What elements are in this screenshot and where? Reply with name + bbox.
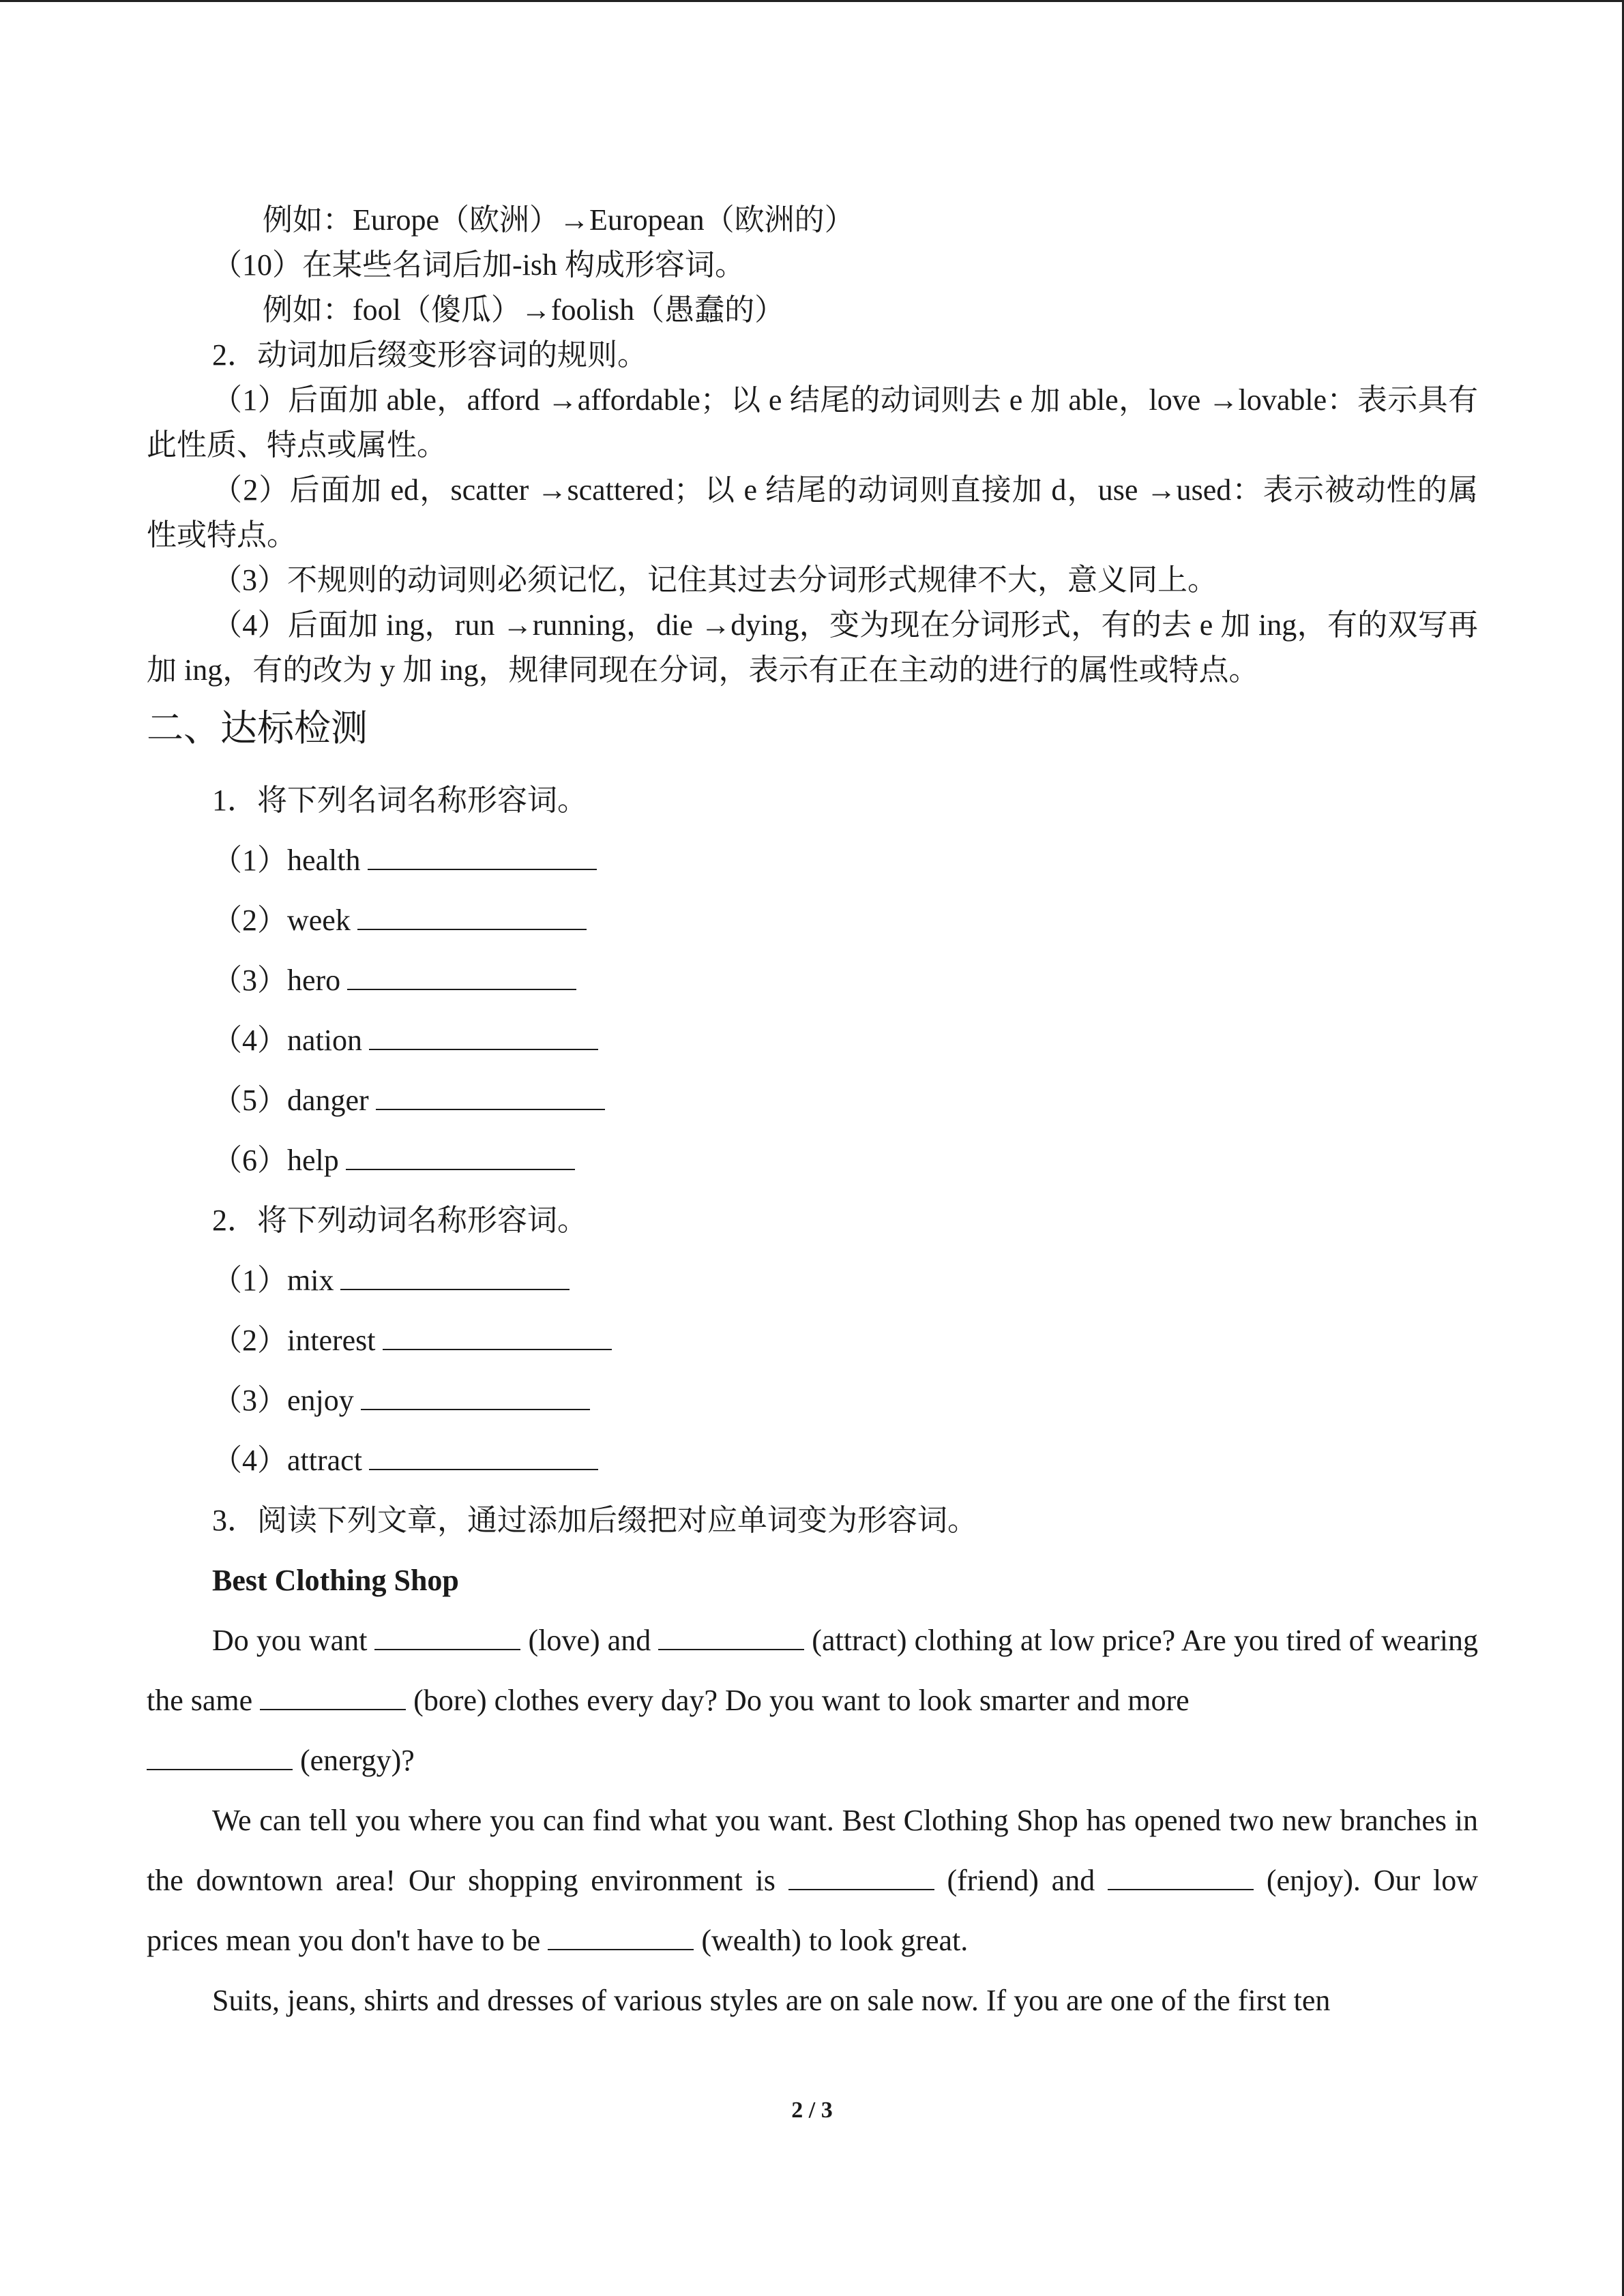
verb-rule-irregular: （3）不规则的动词则必须记忆，记住其过去分词形式规律不大，意义同上。: [212, 563, 1217, 597]
task1-item-1-label: （1）health: [212, 844, 361, 877]
task1-item-5-label: （5）danger: [212, 1084, 369, 1117]
task1-item-2-label: （2）week: [212, 904, 351, 937]
essay-blank: [1108, 1862, 1254, 1890]
task2-item-4: [147, 1431, 1478, 1491]
section-heading-test: 二、达标检测: [147, 708, 368, 749]
verb-rule-ing: （4）后面加 ing，run →running，die →dying，变为现在分词形式，有的去 e 加 ing，有的双写再加 ing，有的改为 y 加 ing，规律同现在分词，表示有正在主动的进行的属性或特点。: [147, 608, 1478, 687]
essay-paragraph-1: [147, 1611, 1478, 1791]
task2-item-2: [147, 1311, 1478, 1371]
task2-item-1: [147, 1251, 1478, 1311]
task3-title: 3．阅读下列文章，通过添加后缀把对应单词变为形容词。: [212, 1504, 977, 1537]
task2-item-3-label: （3）enjoy: [212, 1384, 354, 1417]
task2-item-4-label: （4）attract: [212, 1444, 362, 1477]
verb-rule-able: （1）后面加 able，afford →affordable；以 e 结尾的动词则去 e 加 able，love →lovable：表示具有此性质、特点或属性。: [147, 383, 1478, 462]
answer-blank: [369, 1439, 598, 1470]
task1-item-2: [147, 891, 1478, 951]
essay-p2-text-2: (friend) and: [934, 1864, 1108, 1897]
rule-example-europe: 例如：Europe（欧洲）→European（欧洲的）: [263, 203, 855, 237]
essay-paragraph-3: Suits, jeans, shirts and dresses of various styles are on sale now. If you are one of the first ten: [212, 1984, 1331, 2017]
document-body: [147, 198, 1478, 2031]
essay-blank: [788, 1862, 934, 1890]
essay-p2-text-3: (enjoy). Our low prices mean you don't have to be: [147, 1864, 1478, 1957]
essay-title: Best Clothing Shop: [212, 1564, 459, 1597]
verb-suffix-heading: 2．动词加后缀变形容词的规则。: [212, 338, 647, 372]
task2-title: 2．将下列动词名称形容词。: [212, 1204, 587, 1237]
task1-item-6-label: （6）help: [212, 1144, 339, 1177]
essay-blank: [548, 1922, 694, 1950]
answer-blank: [361, 1379, 590, 1410]
essay-p2-text-4: (wealth) to look great.: [694, 1924, 969, 1957]
answer-blank: [383, 1319, 612, 1350]
page-number: 2 / 3: [791, 2098, 833, 2123]
task1-item-5: [147, 1071, 1478, 1131]
essay-blank: [147, 1742, 293, 1770]
essay-blank: [260, 1682, 406, 1710]
essay-p1-text-5: (energy)?: [293, 1744, 415, 1777]
rule-example-fool: 例如：fool（傻瓜）→foolish（愚蠢的）: [263, 293, 785, 327]
answer-blank: [368, 839, 597, 870]
task2-item-1-label: （1）mix: [212, 1264, 334, 1297]
verb-rule-ed: （2）后面加 ed，scatter →scattered；以 e 结尾的动词则直接加 d，use →used：表示被动性的属性或特点。: [147, 473, 1478, 552]
task1-item-4-label: （4）nation: [212, 1024, 362, 1057]
essay-p1-text-4: (bore) clothes every day? Do you want to look smarter and more: [406, 1684, 1190, 1717]
task1-item-6: [147, 1131, 1478, 1191]
essay-blank: [658, 1622, 804, 1650]
task1-item-4: [147, 1011, 1478, 1071]
answer-blank: [376, 1079, 605, 1110]
essay-p1-text-2: (love) and: [520, 1624, 659, 1657]
answer-blank: [340, 1259, 570, 1290]
rule-10-ish: （10）在某些名词后加-ish 构成形容词。: [212, 248, 745, 282]
essay-p1-text-3: (attract) clothing at low price? Are you tired of wearing the same: [147, 1624, 1478, 1717]
task1-item-1: [147, 831, 1478, 891]
essay-p2-text-1: We can tell you where you can find what you want. Best Clothing Shop has opened two new branches in the downtown area! Our shopping environment is: [147, 1804, 1478, 1897]
essay-paragraph-2: [147, 1791, 1478, 1971]
essay-blank: [374, 1622, 520, 1650]
task1-item-3: [147, 951, 1478, 1011]
answer-blank: [346, 1139, 575, 1170]
top-border-line: [0, 0, 1624, 2]
task2-item-3: [147, 1371, 1478, 1431]
task1-title: 1．将下列名词名称形容词。: [212, 784, 587, 817]
answer-blank: [369, 1019, 598, 1050]
task1-item-3-label: （3）hero: [212, 964, 341, 997]
task2-item-2-label: （2）interest: [212, 1324, 376, 1357]
answer-blank: [347, 959, 576, 990]
essay-p1-text-1: Do you want: [212, 1624, 375, 1657]
answer-blank: [357, 899, 587, 930]
